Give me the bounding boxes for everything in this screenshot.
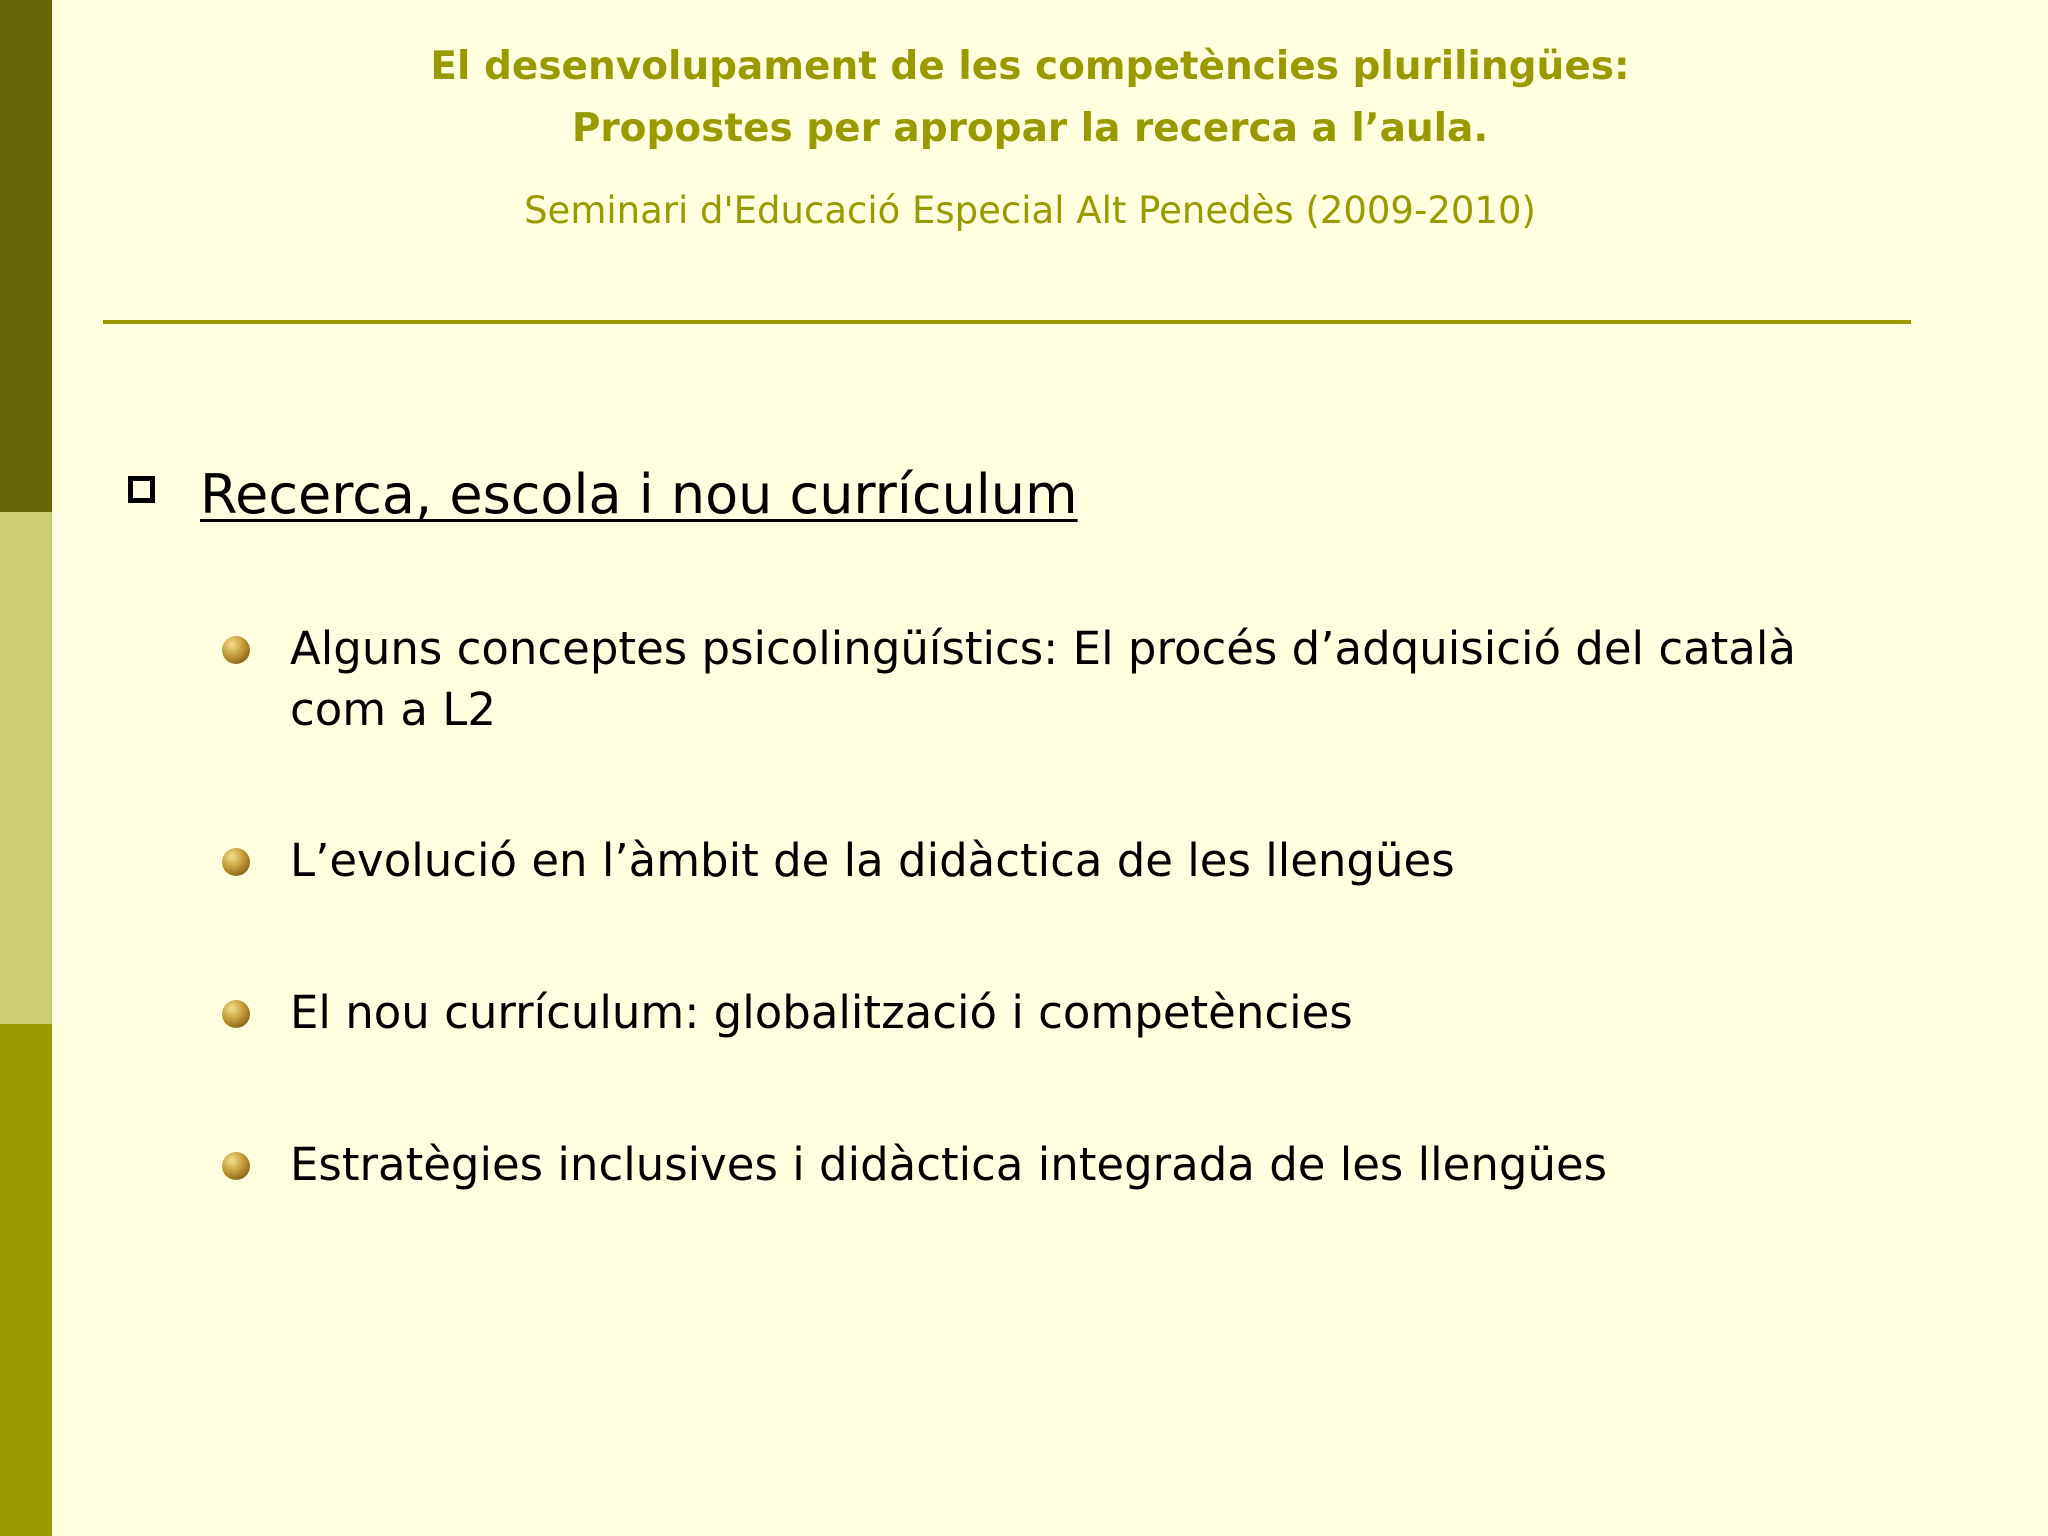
sidebar-segment-dark — [0, 0, 52, 512]
list-item-text: L’evolució en l’àmbit de la didàctica de les llengües — [290, 834, 1455, 887]
gold-sphere-icon — [222, 1000, 250, 1028]
list-item-text: Estratègies inclusives i didàctica integrada de les llengües — [290, 1138, 1608, 1191]
slide-title-line-1: El desenvolupament de les competències plurilingües: — [430, 44, 1630, 89]
sidebar-segment-light — [0, 512, 52, 1024]
header-divider — [103, 320, 1911, 324]
list-item-text: El nou currículum: globalització i competències — [290, 986, 1353, 1039]
slide-subtitle: Seminari d'Educació Especial Alt Penedès (2009-2010) — [524, 189, 1536, 232]
slide-title-line-2: Propostes per apropar la recerca a l’aula. — [571, 106, 1489, 151]
gold-sphere-icon — [222, 636, 250, 664]
list-item-text — [290, 618, 1890, 740]
gold-sphere-icon — [222, 848, 250, 876]
hollow-square-icon — [128, 476, 155, 503]
sidebar-segment-olive — [0, 1024, 52, 1536]
sidebar-color-bar — [0, 0, 52, 1536]
section-heading: Recerca, escola i nou currículum — [200, 463, 1078, 526]
slide-header — [80, 36, 1980, 236]
list-item-line: com a L2 — [290, 683, 496, 736]
gold-sphere-icon — [222, 1152, 250, 1180]
list-item-line: Alguns conceptes psicolingüístics: El procés d’adquisició del català — [290, 622, 1796, 675]
